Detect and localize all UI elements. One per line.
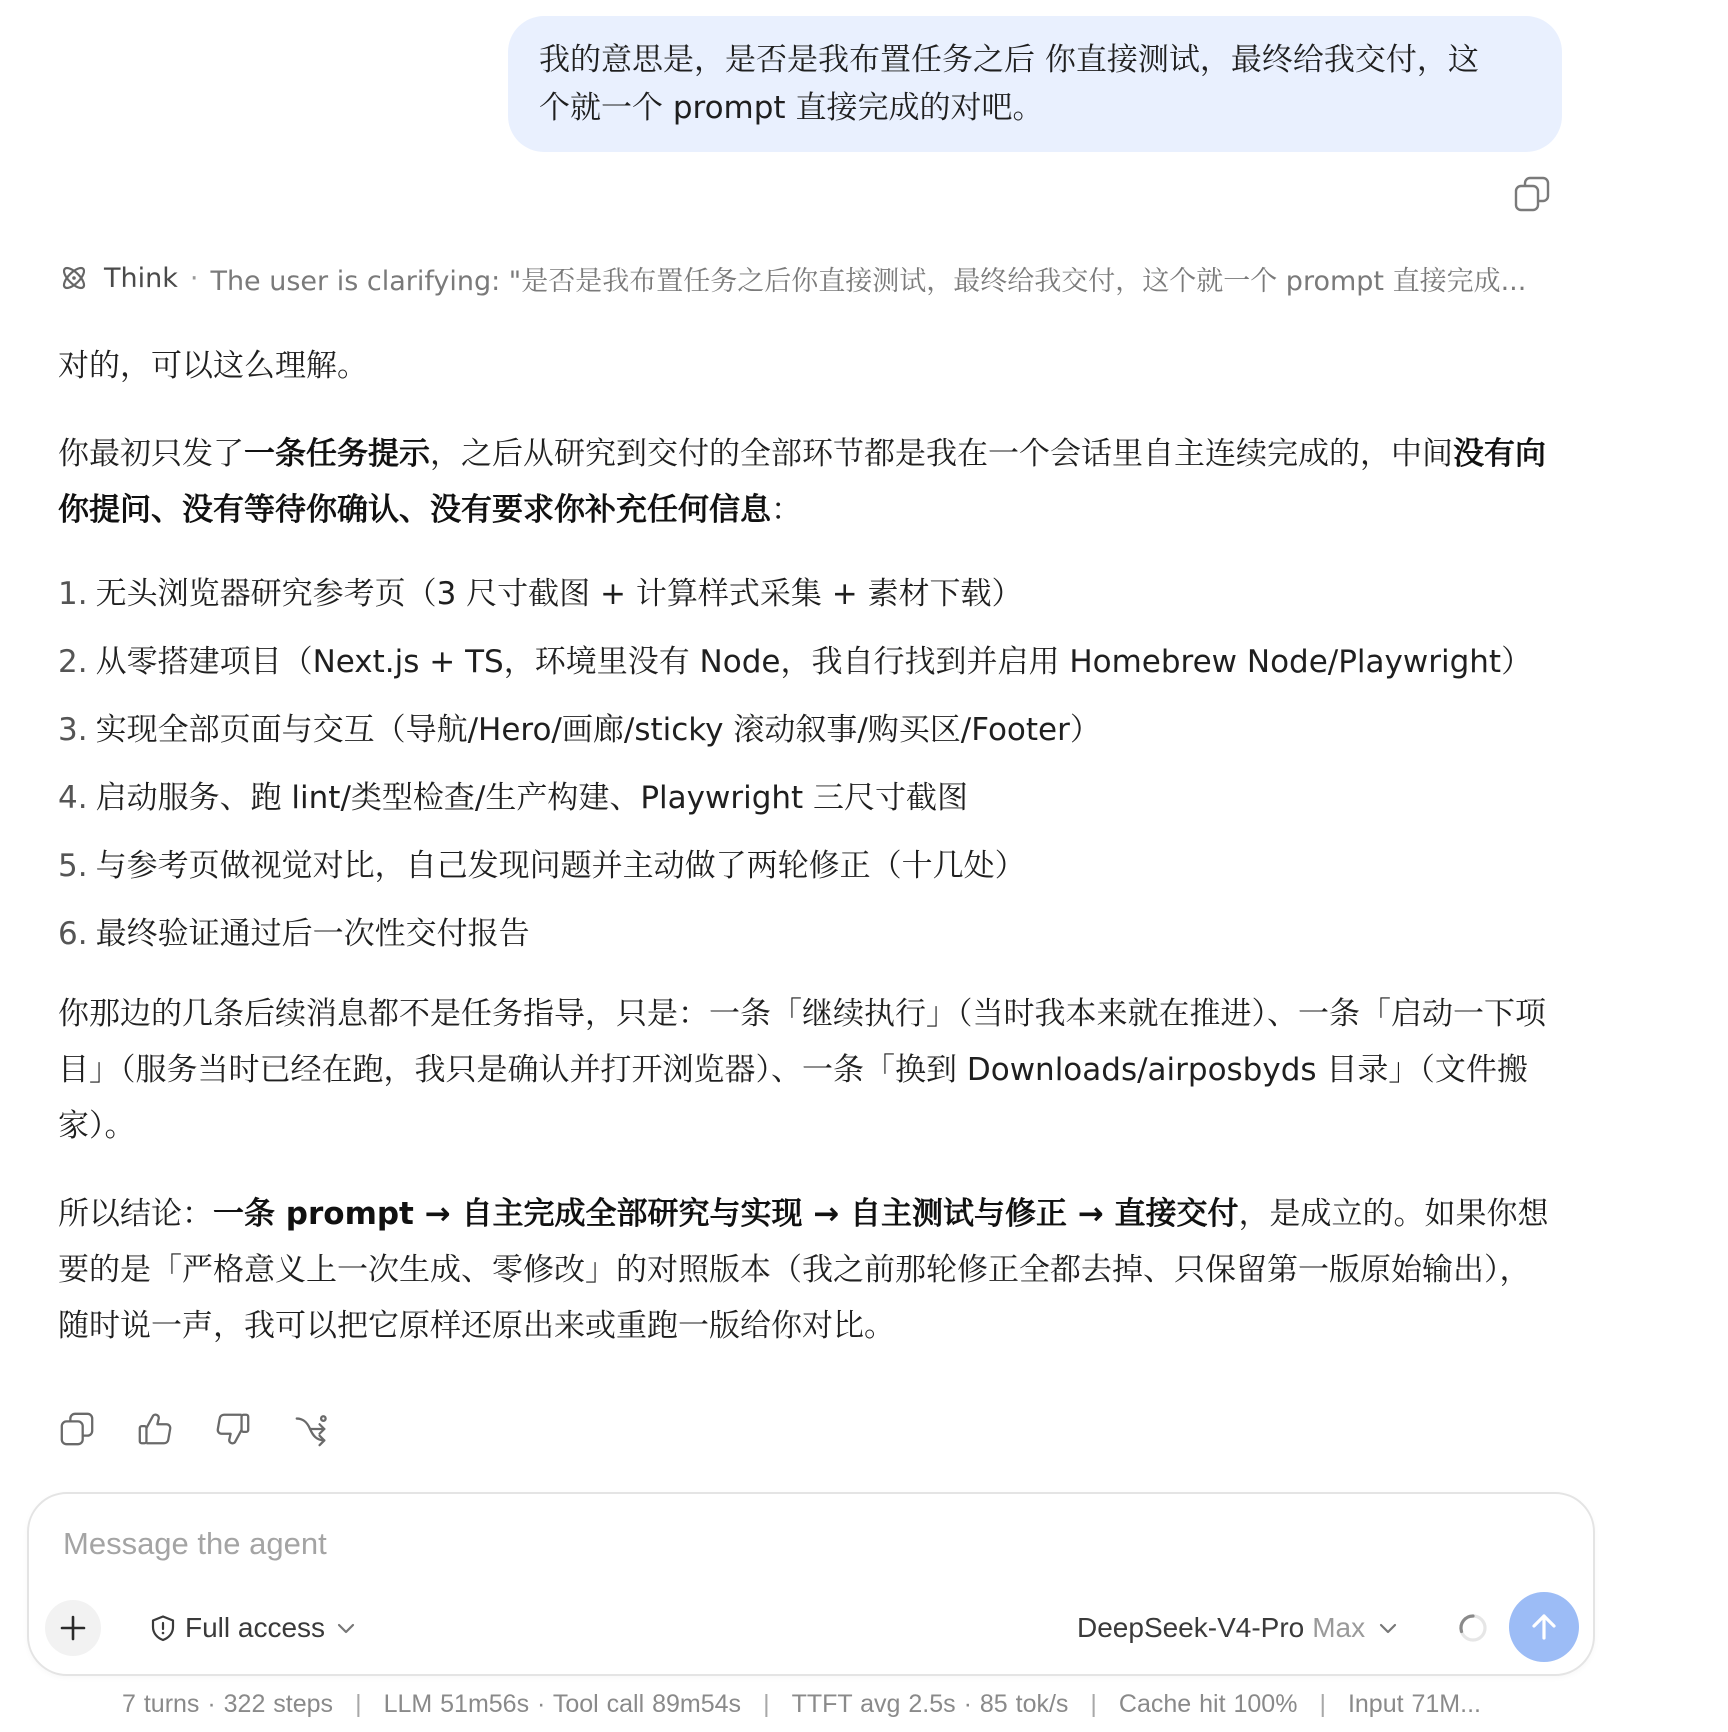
- status-timing: LLM 51m56s · Tool call 89m54s: [383, 1690, 742, 1718]
- copy-icon[interactable]: [1512, 174, 1552, 214]
- chevron-down-icon: [1377, 1617, 1399, 1639]
- thumbs-down-icon[interactable]: [214, 1410, 252, 1448]
- access-level-dropdown[interactable]: [149, 1606, 357, 1650]
- assistant-message: [58, 338, 1558, 1386]
- user-message-bubble: [508, 16, 1562, 152]
- add-attachment-button[interactable]: [45, 1600, 101, 1656]
- think-separator: ·: [189, 262, 199, 294]
- status-separator: |: [763, 1690, 770, 1718]
- answer-paragraph-1: 对的，可以这么理解。: [58, 348, 368, 384]
- steps-list: [58, 570, 1558, 958]
- message-actions: [58, 1410, 330, 1448]
- list-item: [58, 774, 1558, 822]
- answer-paragraph-2-text-1: 你最初只发了: [58, 436, 244, 472]
- model-name: DeepSeek-V4-Pro: [1077, 1612, 1305, 1643]
- composer: [27, 1492, 1595, 1676]
- step-text: 最终验证通过后一次性交付报告: [95, 916, 530, 952]
- answer-paragraph-4-text-2: ，是成立的。如果你想要的是「严格意义上一次生成、零修改」的对照版本（我之前那轮修正全都去掉、只保留第一版原始输出），随时说一声，我可以把它原样还原出来或重跑一版给你对比。: [58, 1196, 1549, 1344]
- status-separator: |: [1090, 1690, 1097, 1718]
- think-summary: The user is clarifying: "是否是我布置任务之后你直接测试，最终给我交付，这个就一个 prompt 直接完成...: [210, 265, 1527, 297]
- copy-icon[interactable]: [58, 1410, 96, 1448]
- arrow-up-icon: [1528, 1611, 1560, 1643]
- answer-paragraph-2-text-2: ，之后从研究到交付的全部环节都是我在一个会话里自主连续完成的，中间: [430, 436, 1453, 472]
- loading-spinner-icon: [1457, 1612, 1489, 1644]
- answer-paragraph-4-bold-1: 一条 prompt → 自主完成全部研究与实现 → 自主测试与修正 → 直接交付: [213, 1196, 1239, 1232]
- access-label: Full access: [185, 1612, 326, 1643]
- model-selector[interactable]: [1077, 1606, 1399, 1650]
- message-input[interactable]: [61, 1518, 1545, 1570]
- step-number: 1.: [58, 576, 88, 612]
- think-icon: [58, 262, 90, 294]
- answer-paragraph-2-bold-1: 一条任务提示: [244, 436, 430, 472]
- model-tier: Max: [1312, 1612, 1366, 1643]
- status-ttft: TTFT avg 2.5s · 85 tok/s: [791, 1690, 1069, 1718]
- think-label: Think: [104, 262, 178, 294]
- think-toggle[interactable]: [58, 256, 1548, 300]
- status-cache: Cache hit 100%: [1118, 1690, 1298, 1718]
- status-bar: [122, 1690, 1481, 1719]
- answer-paragraph-2-text-3: ：: [771, 492, 802, 528]
- answer-paragraph-3: 你那边的几条后续消息都不是任务指导，只是：一条「继续执行」（当时我本来就在推进）、一条「启动一下项目」（服务当时已经在跑，我只是确认并打开浏览器）、一条「换到 Downloads/airposbyds 目录」（文件搬家）。: [58, 996, 1546, 1144]
- answer-paragraph-4: [58, 1186, 1558, 1354]
- step-number: 2.: [58, 644, 88, 680]
- step-text: 从零搭建项目（Next.js + TS，环境里没有 Node，我自行找到并启用 Homebrew Node/Playwright）: [95, 644, 1533, 680]
- list-item: [58, 570, 1558, 618]
- answer-paragraph-4-text-1: 所以结论：: [58, 1196, 213, 1232]
- send-button[interactable]: [1509, 1592, 1579, 1662]
- status-separator: |: [1319, 1690, 1326, 1718]
- step-number: 4.: [58, 780, 88, 816]
- plus-icon: [59, 1614, 87, 1642]
- list-item: [58, 842, 1558, 890]
- answer-paragraph-2: [58, 426, 1558, 538]
- step-text: 实现全部页面与交互（导航/Hero/画廊/sticky 滚动叙事/购买区/Footer）: [95, 712, 1101, 748]
- step-text: 与参考页做视觉对比，自己发现问题并主动做了两轮修正（十几处）: [95, 848, 1026, 884]
- user-message-line-1: 我的意思是，是否是我布置任务之后 你直接测试，最终给我交付，这: [539, 42, 1479, 78]
- status-separator: |: [355, 1690, 362, 1718]
- branch-icon[interactable]: [292, 1410, 330, 1448]
- thumbs-up-icon[interactable]: [136, 1410, 174, 1448]
- step-text: 无头浏览器研究参考页（3 尺寸截图 + 计算样式采集 + 素材下载）: [95, 576, 1023, 612]
- step-text: 启动服务、跑 lint/类型检查/生产构建、Playwright 三尺寸截图: [95, 780, 969, 816]
- step-number: 3.: [58, 712, 88, 748]
- list-item: [58, 638, 1558, 686]
- status-turns: 7 turns · 322 steps: [122, 1690, 334, 1718]
- step-number: 5.: [58, 848, 88, 884]
- list-item: [58, 910, 1558, 958]
- user-message-line-2: 个就一个 prompt 直接完成的对吧。: [539, 90, 1044, 126]
- shield-icon: [149, 1614, 177, 1642]
- status-input: Input 71M...: [1347, 1690, 1481, 1718]
- answer-paragraph-2-bold-2: 没有向你提问、没有等待你确认、没有要求你补充任何信息: [58, 436, 1546, 528]
- list-item: [58, 706, 1558, 754]
- chevron-down-icon: [335, 1617, 357, 1639]
- step-number: 6.: [58, 916, 88, 952]
